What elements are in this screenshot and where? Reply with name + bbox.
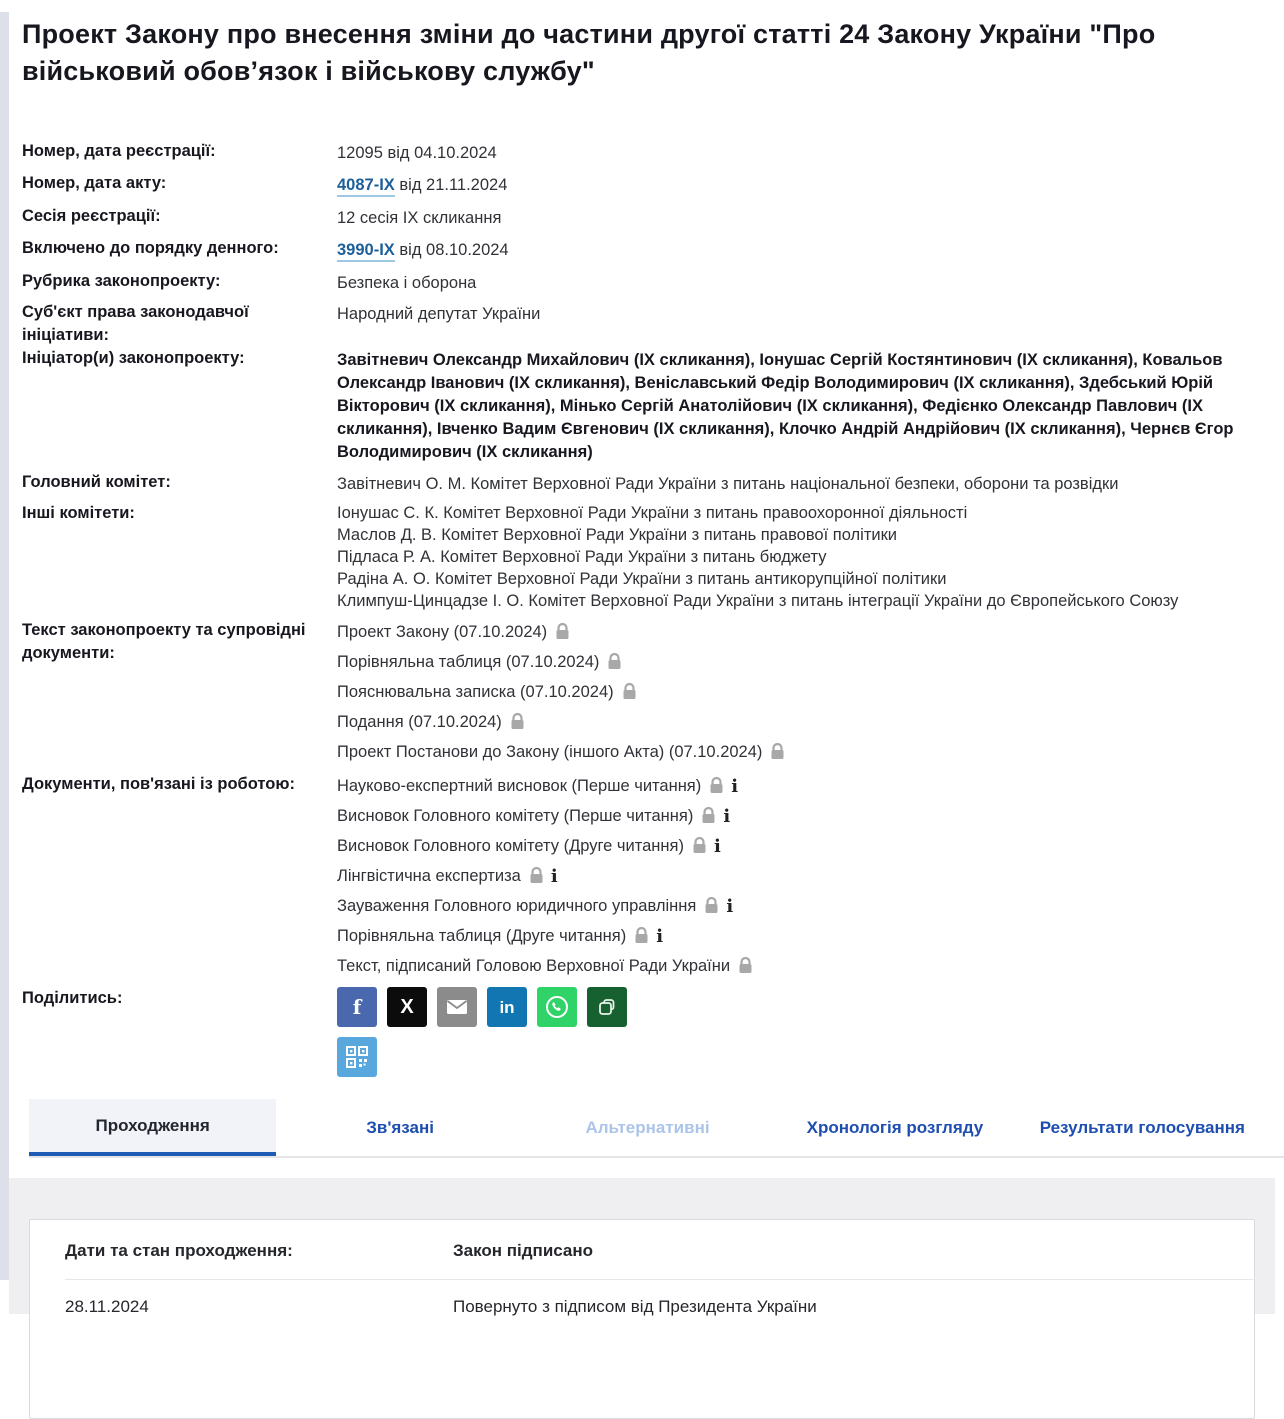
committee-item: Іонушас С. К. Комітет Верховної Ради України з питань правоохоронної діяльності — [337, 504, 968, 522]
act-number-link[interactable]: 4087-IX — [337, 176, 395, 197]
info-icon[interactable]: i — [726, 896, 734, 917]
field-value: 12 сесія IX скликання — [337, 209, 502, 227]
document-item: Науково-експертний висновок (Перше читання) i — [337, 773, 1255, 803]
document-item: Проект Закону (07.10.2024) — [337, 619, 1255, 649]
main-committee-text: Завітневич О. М. Комітет Верховної Ради України з питань національної безпеки, оборони та розвідки — [337, 475, 1119, 493]
field-row-work-documents — [22, 773, 1255, 983]
field-value: Народний депутат України — [337, 305, 541, 323]
tab-bar — [29, 1099, 1266, 1156]
agenda-date-text: від 08.10.2024 — [394, 241, 509, 259]
document-item: Подання (07.10.2024) — [337, 709, 1255, 739]
lock-icon — [634, 926, 649, 953]
page-left-strip — [0, 12, 9, 1280]
share-copy-button[interactable] — [587, 987, 627, 1027]
field-label: Документи, пов'язані із роботою: — [22, 775, 295, 793]
act-date-text: від 21.11.2024 — [394, 176, 508, 194]
bill-documents-list — [337, 619, 1255, 769]
document-item: Лінгвістична експертиза i — [337, 863, 1255, 893]
info-icon[interactable]: i — [656, 926, 664, 947]
tab-prohodzhennia[interactable]: Проходження — [29, 1099, 276, 1156]
field-label: Включено до порядку денного: — [22, 239, 279, 257]
field-label: Головний комітет: — [22, 473, 171, 491]
tab-rezultaty[interactable]: Результати голосування — [1039, 1117, 1245, 1137]
other-committees-list — [337, 502, 1255, 612]
share-email-button[interactable] — [437, 987, 477, 1027]
progress-table-header — [65, 1220, 1253, 1280]
lock-icon — [701, 806, 716, 833]
field-row-share — [22, 987, 1255, 1087]
lock-icon — [622, 682, 637, 709]
share-facebook-button[interactable] — [337, 987, 377, 1027]
field-label: Поділитись: — [22, 989, 123, 1007]
page-title: Проект Закону про внесення зміни до частини другої статті 24 Закону України "Про військовий обов’язок і військову службу" — [22, 19, 1156, 86]
tab-alternatyvni: Альтернативні — [585, 1117, 710, 1137]
linkedin-icon: in — [499, 997, 515, 1017]
document-item: Порівняльна таблиця (07.10.2024) — [337, 649, 1255, 679]
lock-icon — [709, 776, 724, 803]
field-label: Інші комітети: — [22, 504, 135, 522]
document-item: Текст, підписаний Головою Верховної Ради України — [337, 953, 1255, 983]
progress-table-row — [65, 1280, 1254, 1317]
field-label: Номер, дата реєстрації: — [22, 142, 216, 160]
lock-icon — [607, 652, 622, 679]
share-linkedin-button[interactable] — [487, 987, 527, 1027]
committee-item: Маслов Д. В. Комітет Верховної Ради України з питань правової політики — [337, 526, 898, 544]
share-qr-button[interactable] — [337, 1037, 377, 1077]
x-icon: X — [400, 995, 414, 1018]
progress-card — [29, 1219, 1255, 1419]
field-row-rubric — [22, 270, 1255, 297]
lock-icon — [529, 866, 544, 893]
field-row-session — [22, 205, 1255, 232]
initiators-text: Завітневич Олександр Михайлович (ІХ скликання), Іонушас Сергій Костянтинович (ІХ скликання), Ковальов Олександр Іванович (ІХ скликання), Веніславський Федір Володимирович (ІХ скликання), Здебський Юрій Вікторович (ІХ скликання), Мінько Сергій Анатолійович (ІХ скликання), Федієнко Олександр Павлович (ІХ скликання), Івченко Вадим Євгенович (ІХ скликання), Клочко Андрій Андрійович (ІХ скликання), Чернєв Єгор Володимирович (ІХ скликання) — [337, 351, 1234, 461]
field-label: Суб'єкт права законодавчої ініціативи: — [22, 303, 249, 344]
share-buttons — [337, 987, 1255, 1087]
field-label: Ініціатор(и) законопроекту: — [22, 349, 245, 367]
info-icon[interactable]: i — [713, 836, 721, 857]
share-whatsapp-button[interactable] — [537, 987, 577, 1027]
lock-icon — [704, 896, 719, 923]
field-row-subject — [22, 301, 1255, 347]
bill-details-page — [9, 0, 1275, 1314]
document-item: Проект Постанови до Закону (іншого Акта) (07.10.2024) — [337, 739, 1255, 769]
agenda-number-link[interactable]: 3990-IX — [337, 241, 395, 262]
field-row-act — [22, 172, 1255, 199]
facebook-icon: f — [352, 994, 362, 1019]
document-item: Висновок Головного комітету (Перше читання) i — [337, 803, 1255, 833]
lock-icon — [738, 956, 753, 983]
document-item: Зауваження Головного юридичного управління i — [337, 893, 1255, 923]
field-label: Номер, дата акту: — [22, 174, 167, 192]
document-item: Висновок Головного комітету (Друге читання) i — [337, 833, 1255, 863]
tab-content-section — [9, 1178, 1275, 1314]
field-row-bill-documents — [22, 619, 1255, 769]
lock-icon — [555, 622, 570, 649]
info-icon[interactable]: i — [550, 866, 558, 887]
field-row-registration — [22, 140, 1255, 167]
tab-zviazani[interactable]: Зв'язані — [366, 1117, 434, 1137]
field-value: Безпека і оборона — [337, 274, 477, 292]
work-documents-list — [337, 773, 1255, 983]
info-icon[interactable]: i — [723, 806, 731, 827]
field-value: 12095 від 04.10.2024 — [337, 144, 497, 162]
tabs-divider — [29, 1156, 1284, 1158]
document-item: Порівняльна таблиця (Друге читання) i — [337, 923, 1255, 953]
lock-icon — [692, 836, 707, 863]
progress-header-status: Закон підписано — [453, 1241, 594, 1260]
copy-icon — [596, 996, 618, 1018]
qr-code-icon — [346, 1046, 368, 1068]
email-icon — [446, 999, 468, 1015]
committee-item: Радіна А. О. Комітет Верховної Ради України з питань антикорупційної політики — [337, 570, 947, 588]
field-row-other-committees — [22, 502, 1255, 612]
field-label: Рубрика законопроекту: — [22, 272, 221, 290]
tab-khronolohiia[interactable]: Хронологія розгляду — [806, 1117, 984, 1137]
progress-row-date: 28.11.2024 — [65, 1297, 149, 1316]
bill-fields — [9, 90, 1275, 1087]
field-label: Сесія реєстрації: — [22, 207, 161, 225]
committee-item: Підласа Р. А. Комітет Верховної Ради України з питань бюджету — [337, 548, 827, 566]
progress-row-status: Повернуто з підписом від Президента України — [453, 1297, 817, 1316]
lock-icon — [770, 742, 785, 769]
field-label: Текст законопроекту та супровідні документи: — [22, 621, 306, 662]
field-row-agenda — [22, 237, 1255, 264]
field-row-initiators — [22, 347, 1255, 464]
info-icon[interactable]: i — [731, 776, 739, 797]
whatsapp-icon — [544, 994, 570, 1020]
lock-icon — [510, 712, 525, 739]
document-item: Пояснювальна записка (07.10.2024) — [337, 679, 1255, 709]
committee-item: Климпуш-Цинцадзе І. О. Комітет Верховної Ради України з питань інтеграції України до Європейського Союзу — [337, 592, 1179, 610]
progress-header-dates: Дати та стан проходження: — [65, 1241, 293, 1260]
share-x-button[interactable] — [387, 987, 427, 1027]
field-row-main-committee — [22, 471, 1255, 498]
